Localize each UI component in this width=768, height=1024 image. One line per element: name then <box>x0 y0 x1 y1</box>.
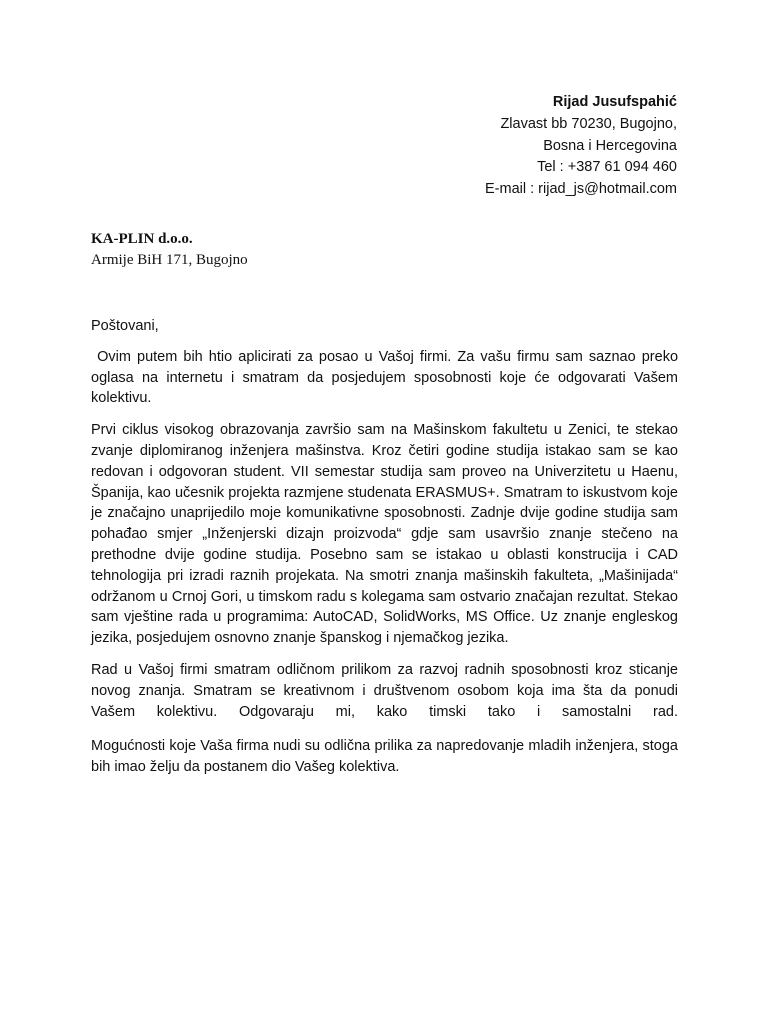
sender-block <box>277 92 677 201</box>
sender-email: E-mail : rijad_js@hotmail.com <box>485 181 677 198</box>
letter-paragraph-2: Prvi ciklus visokog obrazovanja završio sam na Mašinskom fakultetu u Zenici, te stekao zvanje diplomiranog inženjera mašinstva. Kroz četiri godine studija istakao sam se kao redovan i odgovoran student. VII semestar studija sam proveo na Univerzitetu u Haenu, Španija, kao učesnik projekta razmjene studenata ERASMUS+. Smatram to iskustvom koje je značajno unaprijedilo moje komunikativne sposobnosti. Zadnje dvije godine studija sam pohađao smjer „Inženjerski dizajn proizvoda“ gdje sam usavršio znanje stečeno na prethodne dvije godine studija. Posebno sam se istakao u oblasti konstrucija i CAD tehnologija pri izradi raznih projekata. Na smotri znanja mašinskih fakulteta, „Mašinijada“ održanom u Crnoj Gori, u timskom radu s kolegama sam ostvario značajan rezultat. Stekao sam vještine rada u programima: AutoCAD, SolidWorks, MS Office. Uz znanje engleskog jezika, posjedujem osnovno znanje španskog i njemačkog jezika. <box>91 422 678 647</box>
sender-phone: Tel : +387 61 094 460 <box>537 159 677 176</box>
letter-paragraph-1: Ovim putem bih htio aplicirati za posao u Vašoj firmi. Za vašu firmu sam saznao preko oglasa na internetu i smatram da posjedujem sposobnosti koje će odgovarati Vašem kolektivu. <box>91 348 683 407</box>
sender-name: Rijad Jusufspahić <box>552 94 677 110</box>
recipient-block <box>91 229 491 271</box>
letter-paragraph-4: Mogućnosti koje Vaša firma nudi su odlična prilika za napredovanje mladih inženjera, stoga bih imao želju da postanem dio Vašeg kolektiva. <box>91 738 678 776</box>
letter-greeting: Poštovani, <box>91 318 159 334</box>
sender-address-line2: Bosna i Hercegovina <box>543 137 677 154</box>
sender-address-line1: Zlavast bb 70230, Bugojno, <box>500 115 677 132</box>
letter-paragraph-3: Rad u Vašoj firmi smatram odličnom prilikom za razvoj radnih sposobnosti kroz sticanje novog znanja. Smatram se kreativnom i društvenom osobom koja ima šta da ponudi Vašem kolektivu. Odgovaraju mi, kako timski tako i samostalni rad. <box>91 661 678 720</box>
recipient-address: Armije BiH 171, Bugojno <box>91 252 248 268</box>
letter-body <box>91 316 683 778</box>
recipient-company: KA-PLIN d.o.o. <box>91 231 193 247</box>
